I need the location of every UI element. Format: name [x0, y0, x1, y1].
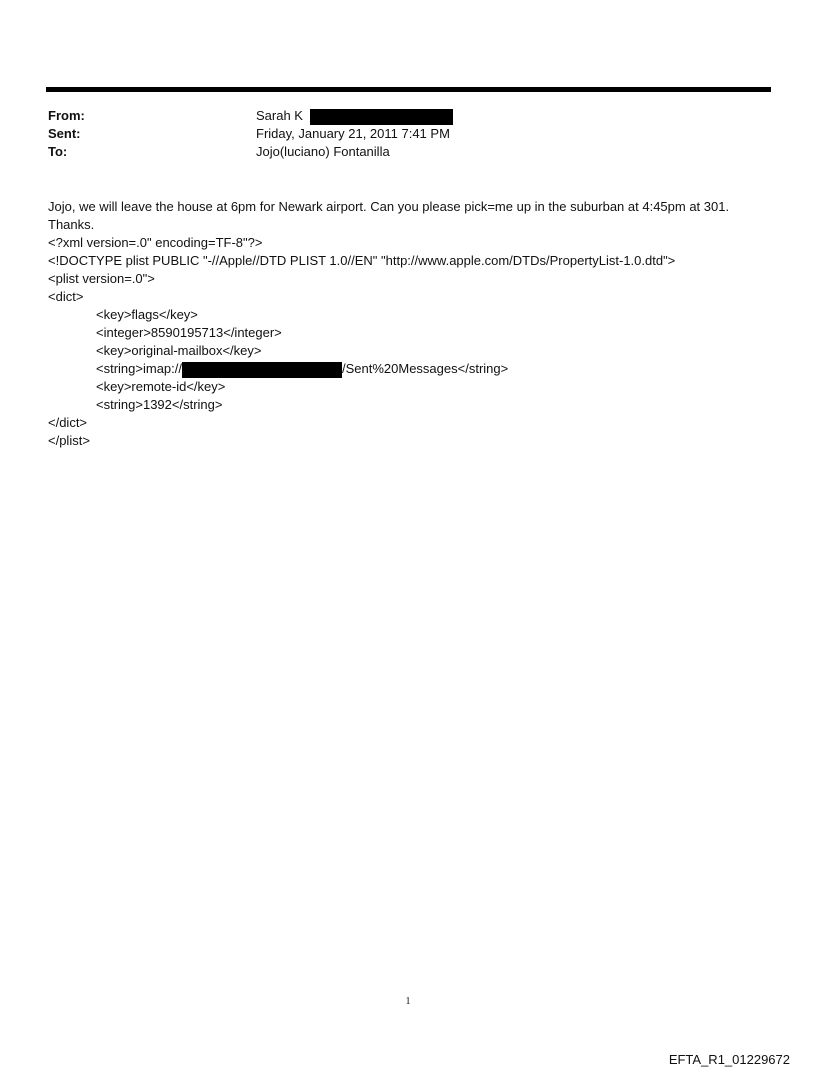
to-value: Jojo(luciano) Fontanilla [256, 144, 390, 159]
from-label: From: [48, 108, 85, 123]
page-number: 1 [405, 996, 411, 1007]
sent-label: Sent: [48, 126, 81, 141]
doctype-line: <!DOCTYPE plist PUBLIC "-//Apple//DTD PLIST 1.0//EN" "http://www.apple.com/DTDs/PropertyList-1.0.dtd"> [48, 253, 676, 268]
plist-close: </plist> [48, 433, 90, 448]
document-id: EFTA_R1_01229672 [668, 1052, 790, 1067]
string-remote: <string>1392</string> [96, 397, 223, 412]
plist-open: <plist version=.0"> [48, 271, 155, 286]
key-flags: <key>flags</key> [96, 307, 198, 322]
key-remote: <key>remote-id</key> [96, 379, 226, 394]
string-imap [96, 360, 508, 378]
redaction-block [182, 362, 342, 378]
redaction-block [310, 109, 453, 125]
integer-flags: <integer>8590195713</integer> [96, 325, 282, 340]
sent-value: Friday, January 21, 2011 7:41 PM [256, 126, 450, 141]
message-line: Jojo, we will leave the house at 6pm for Newark airport. Can you please pick=me up in the suburban at 4:45pm at 301. [48, 199, 730, 214]
xml-declaration: <?xml version=.0" encoding=TF-8"?> [48, 235, 263, 250]
imap-suffix: /Sent%20Messages</string> [342, 361, 509, 376]
dict-close: </dict> [48, 415, 88, 430]
header-rule [46, 87, 771, 92]
key-mailbox: <key>original-mailbox</key> [96, 343, 262, 358]
imap-prefix: <string>imap:// [96, 361, 182, 376]
from-value [256, 107, 453, 125]
message-line: Thanks. [48, 217, 95, 232]
sender-name: Sarah K [256, 108, 303, 123]
dict-open: <dict> [48, 289, 84, 304]
to-label: To: [48, 144, 68, 159]
